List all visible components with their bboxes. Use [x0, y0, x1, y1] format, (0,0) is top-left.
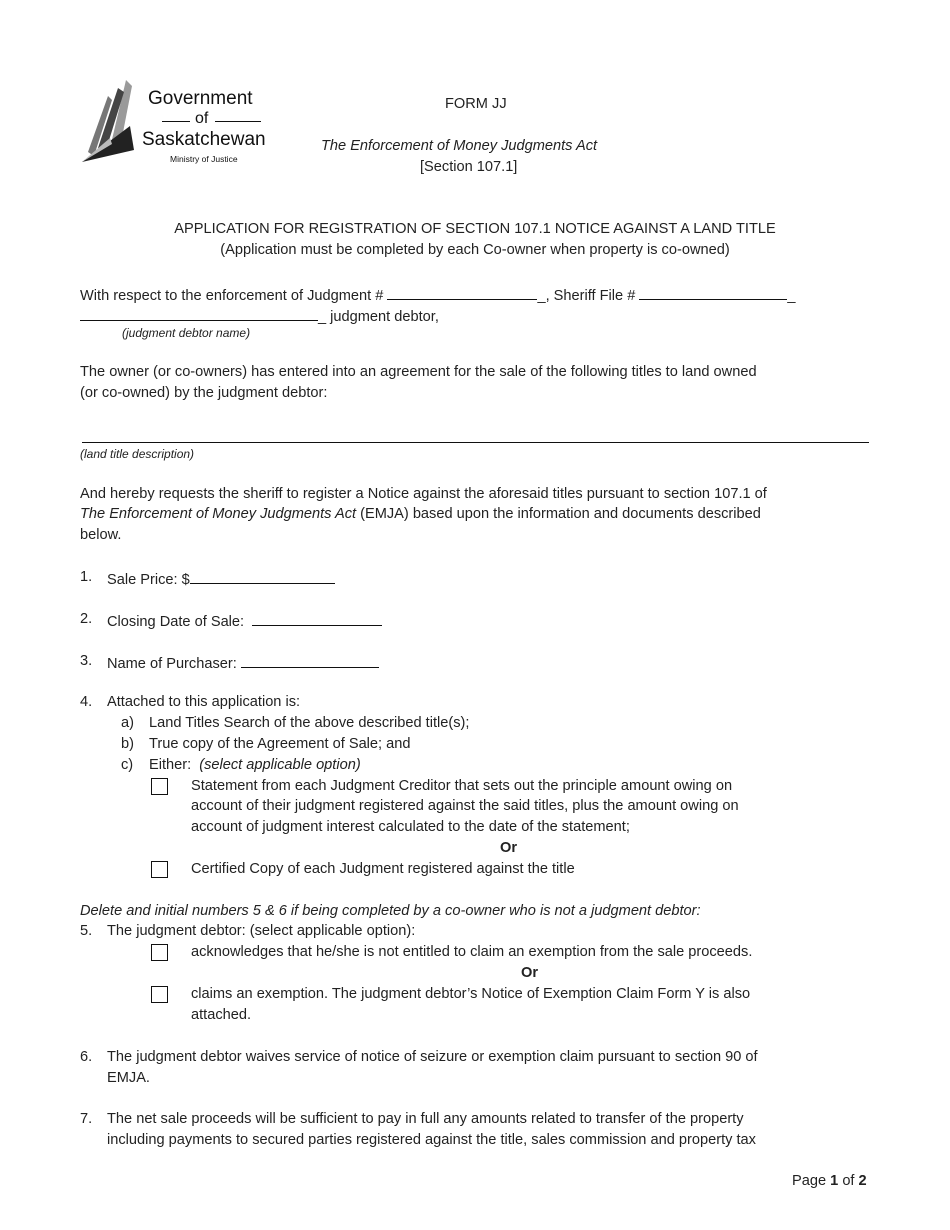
item7-line2: including payments to secured parties registered against the title, sales commission and property tax: [107, 1132, 756, 1148]
no-exemption-checkbox[interactable]: [151, 944, 168, 961]
sheriff-prefix: _, Sheriff File #: [537, 288, 636, 304]
item4-label: Attached to this application is:: [107, 694, 301, 710]
owner-paragraph-line2: (or co-owned) by the judgment debtor:: [80, 385, 328, 401]
judgment-number-field[interactable]: [387, 285, 537, 300]
debtor-suffix: _ judgment debtor,: [318, 309, 439, 325]
logo-ministry: Ministry of Justice: [170, 154, 238, 164]
act-name: The Enforcement of Money Judgments Act: [321, 138, 598, 154]
purchaser-name-field[interactable]: [241, 653, 379, 668]
option1-line3: account of judgment interest calculated to the date of the statement;: [191, 819, 630, 835]
sheriff-file-field[interactable]: [639, 285, 787, 300]
item4b-text: True copy of the Agreement of Sale; and: [149, 736, 411, 752]
option4-line1: claims an exemption. The judgment debtor’s Notice of Exemption Claim Form Y is also: [191, 986, 751, 1002]
page-total: 2: [858, 1173, 867, 1189]
item7-number: 7.: [80, 1111, 93, 1127]
creditor-statement-checkbox[interactable]: [151, 778, 168, 795]
item4c-note: (select applicable option): [199, 757, 361, 773]
item4b-letter: b): [121, 736, 134, 752]
option3-text: acknowledges that he/she is not entitled to claim an exemption from the sale proceeds.: [191, 944, 753, 960]
request-paragraph-line1: And hereby requests the sheriff to register a Notice against the aforesaid titles pursuant to section 107.1 of: [80, 486, 767, 502]
item6-line1: The judgment debtor waives service of notice of seizure or exemption claim pursuant to section 90 of: [107, 1049, 758, 1065]
closing-date-field[interactable]: [252, 611, 382, 626]
purchaser-label: Name of Purchaser:: [107, 656, 237, 672]
logo-saskatchewan: Saskatchewan: [142, 129, 266, 150]
request-paragraph-line3: below.: [80, 527, 122, 543]
option2-text: Certified Copy of each Judgment registered against the title: [191, 861, 575, 877]
delete-instruction: Delete and initial numbers 5 & 6 if being completed by a co-owner who is not a judgment debtor:: [80, 903, 701, 919]
judgment-prefix: With respect to the enforcement of Judgment #: [80, 288, 384, 304]
item4a-text: Land Titles Search of the above described title(s);: [149, 715, 470, 731]
item3-row: [107, 653, 379, 672]
option4-line2: attached.: [191, 1007, 252, 1023]
form-number: FORM JJ: [445, 96, 507, 112]
application-subtitle: (Application must be completed by each Co-owner when property is co-owned): [220, 242, 730, 258]
request-act-name: The Enforcement of Money Judgments Act: [80, 506, 357, 522]
debtor-caption: (judgment debtor name): [122, 326, 251, 340]
sale-price-label: Sale Price: $: [107, 572, 190, 588]
item4c-row: [149, 757, 361, 773]
page-current: 1: [830, 1173, 839, 1189]
page-indicator: [792, 1173, 867, 1189]
item6-line2: EMJA.: [107, 1070, 150, 1086]
request-line2-rest: (EMJA) based upon the information and documents described: [356, 506, 761, 522]
judgment-line: [80, 285, 796, 304]
or-separator-1: Or: [500, 840, 518, 856]
saskatchewan-logo-mark-icon: [80, 78, 136, 164]
sale-price-field[interactable]: [190, 569, 335, 584]
application-title: APPLICATION FOR REGISTRATION OF SECTION 107.1 NOTICE AGAINST A LAND TITLE: [174, 221, 776, 237]
option1-line1: Statement from each Judgment Creditor that sets out the principle amount owing on: [191, 778, 733, 794]
government-logo: [80, 78, 270, 168]
closing-date-label: Closing Date of Sale:: [107, 614, 245, 630]
item4c-text: Either:: [149, 757, 192, 773]
sheriff-suffix: _: [787, 288, 796, 304]
item4a-letter: a): [121, 715, 134, 731]
logo-of: of: [195, 110, 209, 127]
item6-number: 6.: [80, 1049, 93, 1065]
page-prefix: Page: [792, 1173, 831, 1189]
logo-rule-left: [162, 121, 190, 122]
owner-paragraph-line1: The owner (or co-owners) has entered into an agreement for the sale of the following titles to land owned: [80, 364, 757, 380]
section-reference: [Section 107.1]: [420, 159, 518, 175]
logo-rule-right: [215, 121, 261, 122]
claims-exemption-checkbox[interactable]: [151, 986, 168, 1003]
or-separator-2: Or: [521, 965, 539, 981]
logo-government: Government: [148, 88, 253, 109]
option1-line2: account of their judgment registered against the said titles, plus the amount owing on: [191, 798, 739, 814]
certified-copy-checkbox[interactable]: [151, 861, 168, 878]
debtor-line: [80, 306, 439, 325]
item2-row: [107, 611, 382, 630]
item1-row: [107, 569, 335, 588]
item2-number: 2.: [80, 611, 93, 627]
judgment-debtor-name-field[interactable]: [80, 306, 318, 321]
request-paragraph-line2: [80, 506, 761, 522]
item5-label: The judgment debtor: (select applicable option):: [107, 923, 416, 939]
item5-number: 5.: [80, 923, 93, 939]
item7-line1: The net sale proceeds will be sufficient to pay in full any amounts related to transfer of the property: [107, 1111, 744, 1127]
item3-number: 3.: [80, 653, 93, 669]
item1-number: 1.: [80, 569, 93, 585]
item4-number: 4.: [80, 694, 93, 710]
land-title-caption: (land title description): [80, 447, 195, 461]
land-title-description-field[interactable]: [82, 442, 869, 443]
page-of: of: [838, 1173, 859, 1189]
item4c-letter: c): [121, 757, 134, 773]
